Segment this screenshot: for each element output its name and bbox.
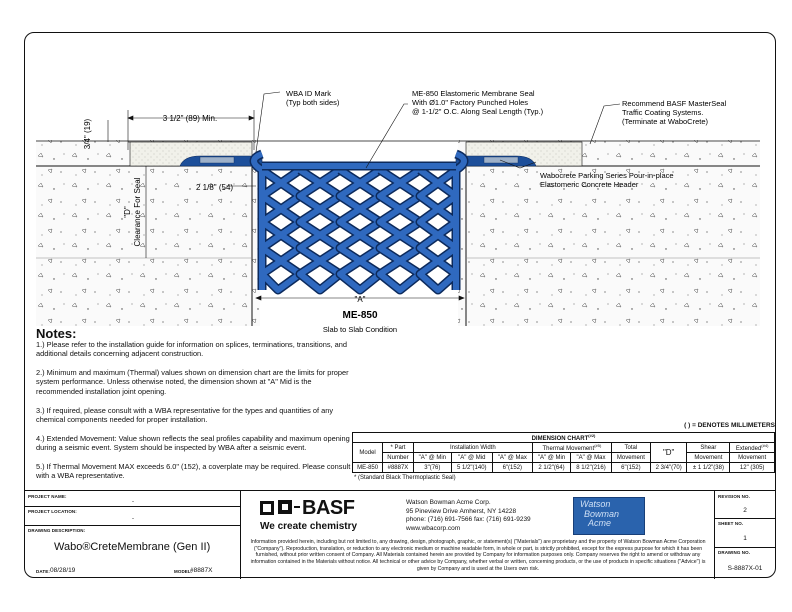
left-slab xyxy=(36,140,260,326)
note-5: 5.) If Thermal Movement MAX exceeds 6.0" (152), a coverplate may be required. Please consult with a WBA representative. xyxy=(36,462,351,481)
sub-extended: Movement xyxy=(730,453,775,463)
cell-a-max: 6"(152) xyxy=(492,463,532,473)
cell-d: 2 3/4"(70) xyxy=(650,463,687,473)
company-address: Watson Bowman Acme Corp. 95 Pineview Drive Amherst, NY 14228 phone: (716) 691-7566 fax: (716) 691-9239 www.wbacorp.com xyxy=(406,499,531,532)
sub-a-max: "A" @ Max xyxy=(492,453,532,463)
coating-label: Recommend BASF MasterSeal Traffic Coating Systems. (Terminate at WaboCrete) xyxy=(622,99,727,126)
chart-footnote: * (Standard Black Thermoplastic Seal) xyxy=(354,475,456,481)
date-label: DATE: xyxy=(36,569,50,574)
hdr-total: Total xyxy=(611,443,650,453)
flange-dimension: 2 1/8" (54) xyxy=(196,183,234,192)
model-number: #8887X xyxy=(190,567,213,574)
notes-title: Notes: xyxy=(36,326,77,341)
table-row xyxy=(353,463,775,473)
model-label: MODEL: xyxy=(174,569,193,574)
revision-label: REVISION NO. xyxy=(718,494,750,499)
note-4: 4.) Extended Movement: Value shown reflects the seal profiles capability and maximum opening during a seismic event. System should be inspected by WBA after a seismic event. xyxy=(36,434,350,453)
hdr-part: * Part xyxy=(383,443,414,453)
cell-shear: ± 1 1/2"(38) xyxy=(687,463,730,473)
hdr-d: "D" xyxy=(650,443,687,463)
drawing-no-label: DRAWING NO. xyxy=(718,550,751,555)
drawing-subtitle: Slab to Slab Condition xyxy=(322,325,398,334)
cell-t-min: 2 1/2"(64) xyxy=(532,463,570,473)
cell-part: #8887X xyxy=(383,463,414,473)
min-width-dimension: 3 1/2" (89) Min. xyxy=(162,114,218,123)
drawing-date: 08/28/19 xyxy=(50,567,76,574)
sub-total: Movement xyxy=(611,453,650,463)
sub-a-mid: "A" @ Mid xyxy=(451,453,492,463)
sub-t-max: "A" @ Max xyxy=(571,453,612,463)
right-slab xyxy=(458,140,760,326)
project-name: - xyxy=(132,499,134,505)
note-2: 2.) Minimum and maximum (Thermal) values shown on dimension chart are the limits for proper system performance. Unless otherwise noted, the dimension shown at "A" Mid is the recommended installation joint opening. xyxy=(36,368,349,396)
sub-shear: Movement xyxy=(687,453,730,463)
hdr-shear: Shear xyxy=(687,443,730,453)
drawing-desc-label: DRAWING DESCRIPTION: xyxy=(28,528,86,533)
basf-wordmark: BASF xyxy=(302,497,355,519)
cell-total: 6"(152) xyxy=(611,463,650,473)
hdr-installation: Installation Width xyxy=(413,443,532,453)
cell-extended: 12" (305) xyxy=(730,463,775,473)
drawing-title: ME-850 xyxy=(342,310,378,321)
project-location: - xyxy=(132,516,134,522)
dimension-chart xyxy=(352,432,775,473)
clearance-dimension: "D"Clearance For Seal xyxy=(123,177,142,247)
project-location-label: PROJECT LOCATION: xyxy=(28,509,77,514)
disclaimer: Information provided herein, including but not limited to, any drawing, design, photograph, graphic, or statement(s) ("Materials") are proprietary and the property of Watson Bowman Acme Corporation ("Company"). Reproduction, translation, or reduction to any electronic medium or machine readable form, in whole or part, is strictly prohibited, except for the express purpose for which it has been furnished, without prior written consent of Company. All Materials contained herein are provided by Company for information purposes only. Company reserves the right to amend or withdraw any information contained in the Materials without notice. All technical or other advice by Company, whether verbal or written, concerning products, or the use of products in specific situations ("Advice") is given by Company and is used at the Users own risk. xyxy=(250,539,706,572)
note-3: 3.) If required, please consult with a WBA representative for the types and quantities of any chemical components needed for proper installation. xyxy=(36,406,334,425)
sub-t-min: "A" @ Min xyxy=(532,453,570,463)
hdr-model: Model xyxy=(353,443,383,463)
drawing-number: S-8887X-01 xyxy=(727,565,763,572)
depth-dimension: 3/4" (19) xyxy=(83,118,92,150)
sub-part: Number xyxy=(383,453,414,463)
sheet-label: SHEET NO. xyxy=(718,521,744,526)
revision-number: 2 xyxy=(743,507,747,514)
note-1: 1.) Please refer to the installation guide for information on splices, terminations, transitions, and additional details concerning adjacent construction. xyxy=(36,340,347,359)
title-block xyxy=(24,490,776,579)
project-name-label: PROJECT NAME: xyxy=(28,494,67,499)
me850-membrane-seal xyxy=(254,154,464,290)
sheet-number: 1 xyxy=(743,535,747,542)
wba-id-mark-label: WBA ID Mark (Typ both sides) xyxy=(286,89,340,107)
cell-model: ME-850 xyxy=(353,463,383,473)
cell-a-mid: 5 1/2"(140) xyxy=(451,463,492,473)
membrane-label: ME-850 Elastomeric Membrane Seal With Ø1.0" Factory Punched Holes @ 1-1/2" O.C. Along Seal Length (Typ.) xyxy=(412,89,544,116)
cell-t-max: 8 1/2"(216) xyxy=(571,463,612,473)
sub-a-min: "A" @ Min xyxy=(413,453,451,463)
opening-dimension: "A" xyxy=(354,295,366,304)
header-label: Wabocrete Parking Series Pour-in-place Elastomeric Concrete Header xyxy=(540,171,674,189)
cell-a-min: 3"(76) xyxy=(413,463,451,473)
wba-logo: Watson Bowman Acme xyxy=(573,497,645,535)
drawing-description: Wabo®CreteMembrane (Gen II) xyxy=(54,541,211,553)
mm-note: ( ) = DENOTES MILLIMETERS xyxy=(684,422,775,429)
basf-tagline: We create chemistry xyxy=(260,521,358,532)
hdr-thermal: Thermal Movement$^{(\#5)}$ xyxy=(532,443,611,453)
chart-title: DIMENSION $CHART^{(\#2)}$ xyxy=(353,433,775,443)
hdr-extended: Extended$^{(\#4)}$ xyxy=(730,443,775,453)
